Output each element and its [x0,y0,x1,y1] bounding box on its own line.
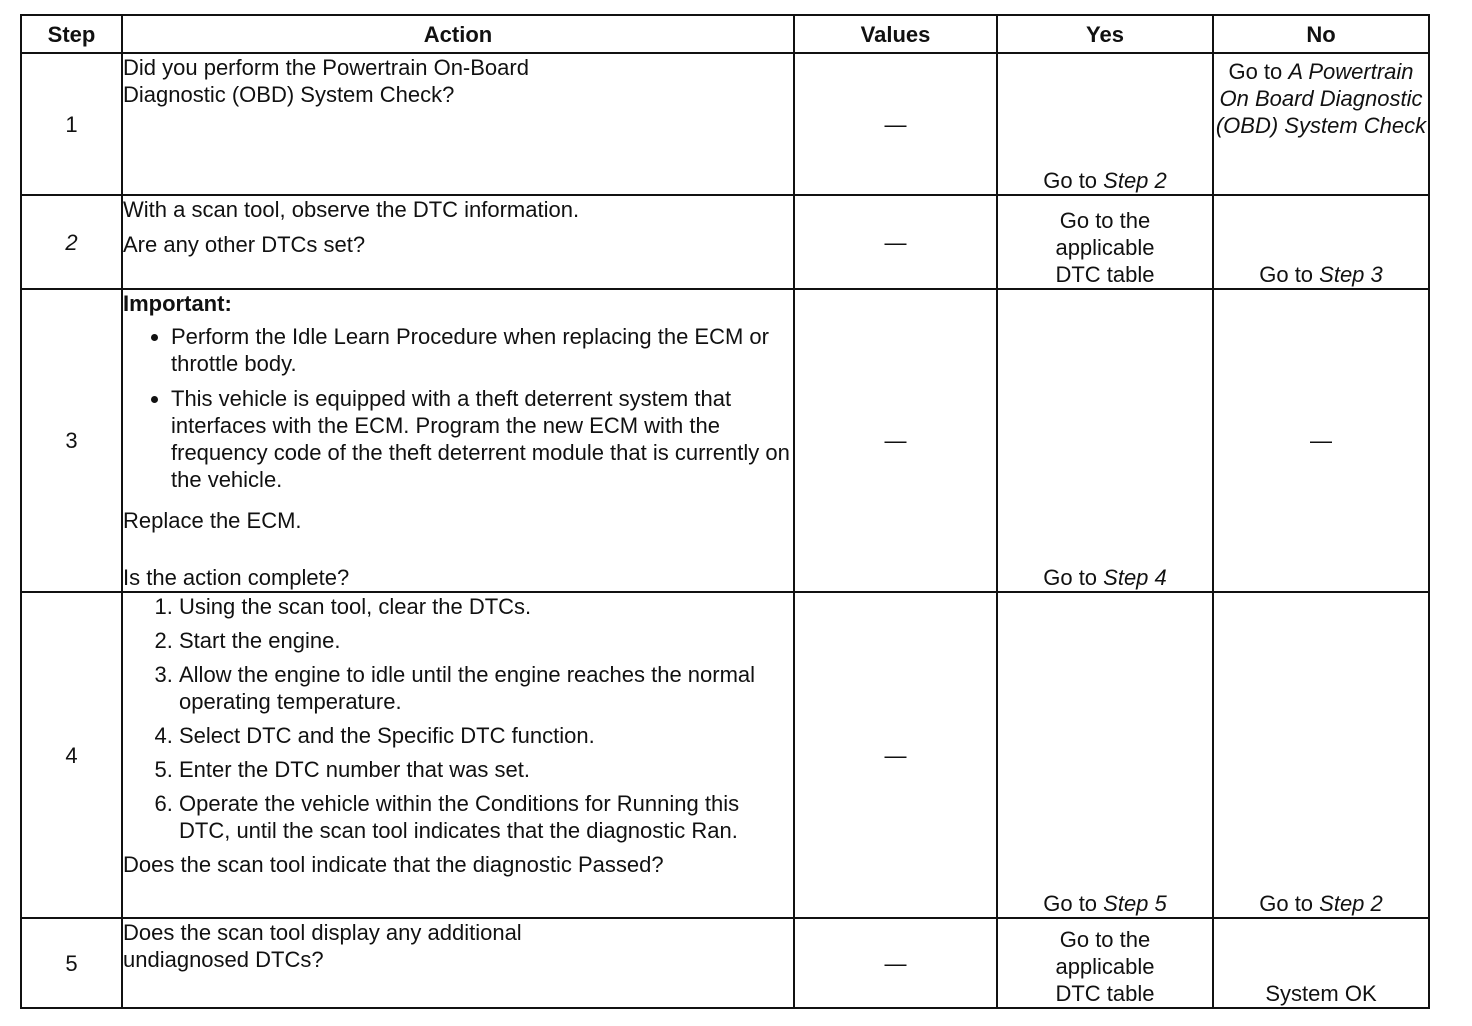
step-number: 5 [21,918,122,1008]
no-cell [1213,53,1429,195]
step-number: 3 [21,289,122,592]
yes-cell [997,592,1213,918]
action-cell [122,195,794,289]
action-text: Does the scan tool display any additional undiagnosed DTCs? [123,920,522,972]
action-cell [122,592,794,918]
important-label: Important: [123,291,232,316]
no-prefix: Go to [1228,59,1289,84]
step-number: 1 [21,53,122,195]
list-item: • Perform the Idle Learn Procedure when replacing the ECM or throttle body. [171,323,793,377]
header-action: Action [122,15,794,53]
no-cell: System OK [1213,918,1429,1008]
no-step-ref: Step 3 [1319,262,1383,287]
list-item: 1. Using the scan tool, clear the DTCs. [179,593,793,620]
no-cell [1213,592,1429,918]
yes-step-ref: Step 4 [1103,565,1167,590]
values-cell: — [794,289,997,592]
values-cell: — [794,918,997,1008]
yes-step-ref: Step 2 [1103,168,1167,193]
header-step: Step [21,15,122,53]
no-step-ref: Step 2 [1319,891,1383,916]
step-number: 4 [21,592,122,918]
important-notes [123,323,793,501]
yes-cell: Go to the applicable DTC table [997,195,1213,289]
no-cell [1213,195,1429,289]
no-cell: — [1213,289,1429,592]
header-row [21,15,1429,53]
action-text: With a scan tool, observe the DTC information. [123,197,580,222]
values-cell: — [794,53,997,195]
yes-cell [997,289,1213,592]
values-cell: — [794,195,997,289]
action-text: Did you perform the Powertrain On-Board Diagnostic (OBD) System Check? [123,55,529,107]
action-text: Replace the ECM. [123,508,302,533]
no-prefix: Go to [1259,262,1320,287]
list-item: 5. Enter the DTC number that was set. [179,756,793,783]
list-item: 4. Select DTC and the Specific DTC function. [179,722,793,749]
list-item: 2. Start the engine. [179,627,793,654]
table-row [21,53,1429,195]
table-row [21,592,1429,918]
diagnostic-table [20,14,1430,1009]
list-item: 6. Operate the vehicle within the Conditions for Running this DTC, until the scan tool indicates that the diagnostic Ran. [179,790,793,844]
action-question: Does the scan tool indicate that the diagnostic Passed? [123,852,664,877]
yes-cell [997,53,1213,195]
action-question: Are any other DTCs set? [123,232,366,257]
yes-prefix: Go to [1043,168,1104,193]
table-row [21,289,1429,592]
yes-prefix: Go to [1043,891,1104,916]
yes-step-ref: Step 5 [1103,891,1167,916]
yes-prefix: Go to [1043,565,1104,590]
action-cell [122,918,794,1008]
yes-cell: Go to the applicable DTC table [997,918,1213,1008]
no-step-ref: A Powertrain On Board Diagnostic (OBD) System Check [1215,59,1427,138]
table-row [21,195,1429,289]
step-number-text: 2 [65,229,78,255]
list-item: 3. Allow the engine to idle until the engine reaches the normal operating temperature. [179,661,793,715]
list-item: • This vehicle is equipped with a theft deterrent system that interfaces with the ECM. Program the new ECM with the frequency code of the theft deterrent module that is currently on the vehicle. [171,385,793,493]
values-cell: — [794,592,997,918]
table-row [21,918,1429,1008]
action-question: Is the action complete? [123,565,350,590]
header-no: No [1213,15,1429,53]
step-number [21,195,122,289]
action-cell [122,53,794,195]
procedure-steps [123,593,793,844]
action-cell [122,289,794,592]
header-values: Values [794,15,997,53]
no-prefix: Go to [1259,891,1320,916]
header-yes: Yes [997,15,1213,53]
